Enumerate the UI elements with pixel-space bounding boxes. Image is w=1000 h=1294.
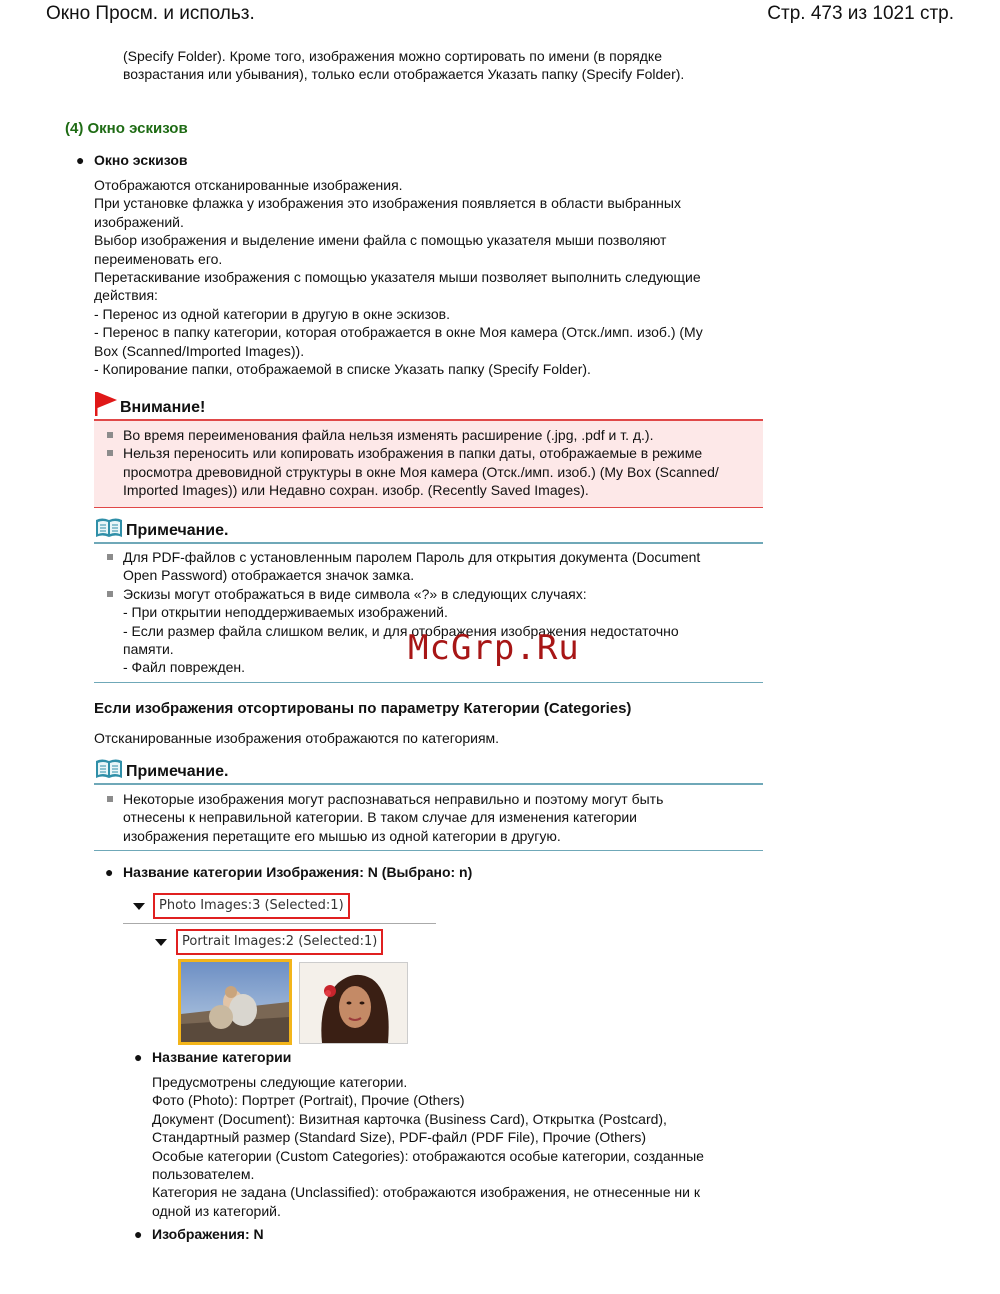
- text-line: Перетаскивание изображения с помощью указателя мыши позволяет выполнить следующие: [94, 269, 701, 286]
- note-bottom-divider: [94, 682, 763, 683]
- text-line: просмотра древовидной структуры в окне Моя камера (Отск./имп. изоб.) (My Box (Scanned/: [123, 463, 719, 480]
- book-icon: [94, 517, 124, 539]
- text-line: Выбор изображения и выделение имени файла с помощью указателя мыши позволяют: [94, 232, 667, 249]
- red-flag-icon: [94, 391, 118, 417]
- text-line: изображения перетащите его мышью из одной категории в другую.: [123, 827, 561, 844]
- category-row-photo[interactable]: Photo Images:3 (Selected:1): [153, 893, 350, 919]
- text-line: Предусмотрены следующие категории.: [152, 1074, 408, 1090]
- bullet-heading: [76, 152, 188, 168]
- thumbnail[interactable]: [299, 962, 408, 1044]
- couple-photo-thumbnail-icon: [181, 962, 289, 1042]
- text-line: При установке флажка у изображения это изображения появляется в области выбранных: [94, 195, 681, 212]
- text-line: Особые категории (Custom Categories): отображаются особые категории, созданные: [152, 1147, 704, 1164]
- bullet-heading-text: Окно эскизов: [94, 152, 188, 168]
- bullet-heading: [134, 1226, 264, 1242]
- bullet-heading: [134, 1049, 292, 1065]
- text-line: - Копирование папки, отображаемой в списке Указать папку (Specify Folder).: [94, 361, 591, 378]
- text-line: Open Password) отображается значок замка.: [123, 567, 415, 584]
- subsection-text: Отсканированные изображения отображаются по категориям.: [94, 730, 500, 746]
- watermark: McGrp.Ru: [408, 628, 580, 668]
- text-line: - При открытии неподдерживаемых изображений.: [123, 604, 448, 621]
- page-header-title: Окно Просм. и использ.: [46, 3, 255, 24]
- text-line: Стандартный размер (Standard Size), PDF-файл (PDF File), Прочие (Others): [152, 1129, 647, 1146]
- note-bottom-divider: [94, 850, 763, 851]
- note-title: Примечание.: [126, 522, 229, 539]
- text-line: - Файл поврежден.: [123, 659, 246, 676]
- text-line: отнесены к неправильной категории. В таком случае для изменения категории: [123, 809, 637, 826]
- caution-title: Внимание!: [120, 399, 206, 416]
- thumbnail-selected[interactable]: [178, 959, 292, 1045]
- bullet-dot-icon: ●: [134, 1049, 143, 1065]
- subsection-heading: Если изображения отсортированы по параметру Категории (Categories): [94, 700, 632, 717]
- bullet-heading-text: Название категории Изображения: N (Выбрано: n): [123, 864, 473, 880]
- expand-arrow-icon[interactable]: [133, 903, 145, 910]
- text-line: одной из категорий.: [152, 1202, 281, 1219]
- book-icon: [94, 758, 124, 780]
- square-bullet-icon: [107, 796, 113, 802]
- bullet-dot-icon: ●: [134, 1226, 143, 1242]
- text-line: Imported Images)) или Недавно сохран. изобр. (Recently Saved Images).: [123, 482, 589, 499]
- section-title: (4) Окно эскизов: [65, 120, 188, 137]
- list-item: [123, 444, 719, 499]
- text-line: Документ (Document): Визитная карточка (Business Card), Открытка (Postcard),: [152, 1110, 667, 1127]
- note-list: [123, 790, 663, 845]
- text-line: переименовать его.: [94, 250, 223, 267]
- text-line: памяти.: [123, 641, 174, 658]
- note-title: Примечание.: [126, 763, 229, 780]
- bullet-heading-text: Название категории: [152, 1049, 292, 1065]
- text-line: Эскизы могут отображаться в виде символа «?» в следующих случаях:: [123, 585, 587, 602]
- bullet-heading: [105, 864, 473, 880]
- catname-body: [152, 1073, 704, 1220]
- bullet-dot-icon: ●: [76, 152, 85, 168]
- text-line: Фото (Photo): Портрет (Portrait), Прочие (Others): [152, 1092, 465, 1109]
- text-line: Некоторые изображения могут распознаваться неправильно и поэтому могут быть: [123, 791, 664, 807]
- square-bullet-icon: [107, 432, 113, 438]
- text-line: Нельзя переносить или копировать изображения в папки даты, отображаемые в режиме: [123, 445, 703, 462]
- category-divider: [123, 923, 436, 924]
- page-number: Стр. 473 из 1021 стр.: [767, 3, 954, 24]
- list-item: [123, 548, 700, 585]
- intro-paragraph: [123, 47, 684, 84]
- square-bullet-icon: [107, 591, 113, 597]
- note-top-divider: [94, 783, 763, 785]
- text-line: возрастания или убывания), только если отображается Указать папку (Specify Folder).: [123, 66, 685, 83]
- square-bullet-icon: [107, 450, 113, 456]
- bullet-dot-icon: ●: [105, 864, 114, 880]
- text-line: изображений.: [94, 213, 184, 230]
- square-bullet-icon: [107, 554, 113, 560]
- text-line: Для PDF-файлов с установленным паролем Пароль для открытия документа (Document: [123, 549, 701, 565]
- portrait-photo-thumbnail-icon: [300, 963, 407, 1043]
- expand-arrow-icon[interactable]: [155, 939, 167, 946]
- text-line: Категория не задана (Unclassified): отображаются изображения, не отнесенные ни к: [152, 1184, 700, 1201]
- text-line: действия:: [94, 287, 158, 304]
- list-item: [123, 426, 719, 444]
- text-line: - Перенос в папку категории, которая отображается в окне Моя камера (Отск./имп. изоб.) (My: [94, 324, 703, 341]
- list-item: [123, 790, 663, 845]
- text-line: пользователем.: [152, 1166, 255, 1183]
- text-line: Во время переименования файла нельзя изменять расширение (.jpg, .pdf и т. д.).: [123, 427, 654, 443]
- text-line: Отображаются отсканированные изображения.: [94, 177, 403, 193]
- text-line: Box (Scanned/Imported Images)).: [94, 342, 305, 359]
- caution-list: [123, 426, 719, 500]
- text-line: - Если размер файла слишком велик, и для отображения изображения недостаточно: [123, 622, 679, 639]
- text-line: - Перенос из одной категории в другую в окне эскизов.: [94, 305, 450, 322]
- bullet-heading-text: Изображения: N: [152, 1226, 264, 1242]
- text-line: (Specify Folder). Кроме того, изображения можно сортировать по имени (в порядке: [123, 48, 662, 64]
- note-top-divider: [94, 542, 763, 544]
- category-row-portrait[interactable]: Portrait Images:2 (Selected:1): [176, 929, 383, 955]
- section-body: [94, 176, 703, 378]
